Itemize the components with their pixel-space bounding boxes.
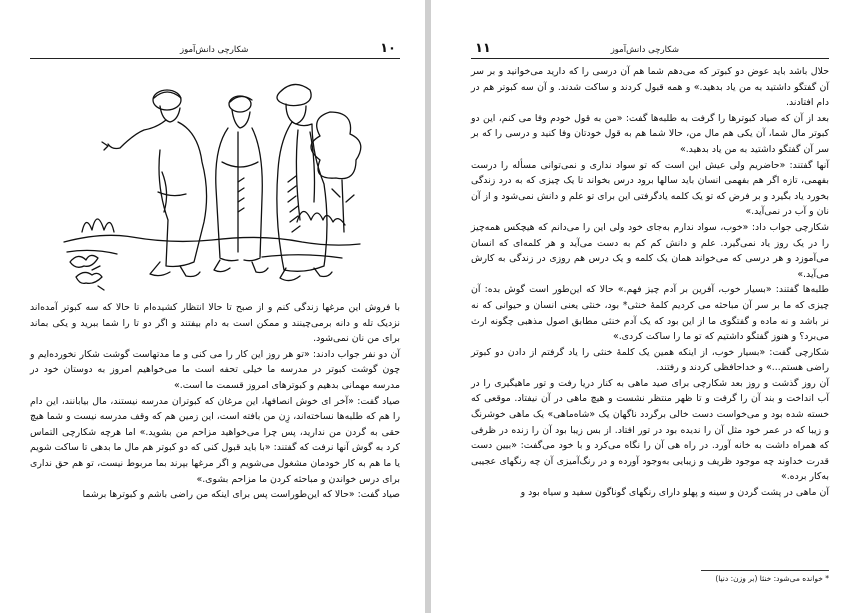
right-page-body (471, 64, 829, 501)
footnote-divider (701, 570, 829, 571)
left-page-body (30, 300, 400, 503)
three-men-illustration (62, 72, 362, 297)
paragraph: با فروش این مرغها زندگی کنم و از صبح تا حالا انتظار کشیده‌ام تا حالا که سه کبوتر آمده‌اند نزدیک تله و دانه برمی‌چینند و ممکن است به دام بیفتند و اگر دو تا را شما ببرید و یکی بماند برای من نان نمی‌شود. (30, 302, 400, 345)
right-page (431, 0, 856, 613)
left-page-running-title: شکارچی دانش‌آموز (180, 45, 249, 55)
paragraph: صیاد گفت: «آخر ای خوش انصافها، این مرغان که کبوتران مدرسه نیستند، مال بیابانند، این دام را هم که طلبه‌ها نساخته‌اند، زِن من بافته است، این زمین هم که وقف مدرسه نیست و شما هیچ حقی به گردن من ندارید، پس چرا می‌خواهید مزاحم من بشوید.» اما هرچه شکارچی التماس کرد به گوش آنها نرفت که گفتند: «با باید قبول کنی که دو کبوتر هم مال ما بدهی تا ساکت شویم یا ما هم به کار خودمان مشغول می‌شویم و اگر مرغها بپرند بما مربوط نیست، تو هم حق نداری برای درس خواندن و مباحثه کردن ما مزاحم بشوی.» (30, 395, 400, 485)
paragraph: صیاد گفت: «حالا که این‌طوراست پس برای اینکه من راضی باشم و کبوترها برشما (82, 489, 400, 501)
paragraph: آن دو نفر جواب دادند: «تو هر روز این کار را می کنی و ما مدتهاست گوشت شکار نخورده‌ایم و چون گوشت کبوتر در مدرسه ما خیلی تحفه است ما می‌خواهیم امروز به دوستان خود در مدرسه مهمانی بدهیم و کبوترهای امروز قسمت ما است.» (30, 348, 400, 391)
paragraph: آنها گفتند: «حاضریم ولی عیش این است که تو سواد نداری و نمی‌توانی مسأله را درست بفهمی، تازه اگر هم بفهمی انسان باید سالها برود درس بخواند تا یک چیزی که به درد زندگی بخورد یاد بگیرد و بر فرض که تو یک کلمه یادگرفتی این برای تو علم و دانش نمی‌شود و از آن نان و آب در نمی‌آید.» (471, 159, 829, 218)
footnote: * خوانده می‌شود: خنثا (بر وزن: دنیا) (715, 574, 829, 583)
paragraph: طلبه‌ها گفتند: «بسیار خوب، آفرین بر آدم چیز فهم.» حالا که این‌طور است گوش بده: آن چیزی که ما بر سر آن مباحثه می کردیم کلمهٔ خنثی* بود، خنثی یعنی انسان و حیوانی که نه نر باشد و نه ماده و گفتگوی ما از این بود که یک آدم خنثی مطابق اصول مذهبی چگونه ارث می‌برد؟ و هنوز گفتگو داشتیم که تو ما را ساکت کردی.» (471, 284, 829, 343)
paragraph: حلال باشد باید عوض دو کبوتر که می‌دهم شما هم آن درسی را که دارید می‌خوانید و بر سر آن گفتگو داشتید به من یاد بدهید.» و همه قبول کردند و ساکت شدند. و آن سه کبوتر هم در دام افتادند. (471, 66, 829, 109)
right-page-header (471, 40, 829, 59)
left-page (0, 0, 425, 613)
left-page-number: ۱۰ (380, 41, 396, 56)
paragraph: بعد از آن که صیاد کبوترها را گرفت به طلبه‌ها گفت: «من به قول خودم وفا می کنم، این دو کبوتر مال شما، آن یکی هم مال من، حالا شما هم به قول خودتان وفا کنید و درسی را که بر سر آن گفتگو داشتید به من یاد بدهید.» (471, 112, 829, 155)
paragraph: آن ماهی در پشت گردن و سینه و پهلو دارای رنگهای گوناگون سفید و سیاه بود و (520, 487, 829, 499)
right-page-number: ۱۱ (475, 41, 491, 56)
paragraph: شکارچی گفت: «بسیار خوب، از اینکه همین یک کلمهٔ خنثی را یاد گرفتم از دادن دو کبوتر راضی هستم...» و خداحافظی کردند و رفتند. (471, 346, 829, 374)
right-page-running-title: شکارچی دانش‌آموز (610, 45, 679, 55)
paragraph: آن روز گذشت و روز بعد شکارچی برای صید ماهی به کنار دریا رفت و تور ماهیگیری را در آب انداخت و بند آن را گرفت و تا ظهر منتظر نشست و هیچ ماهی در آن نیفتاد. موقعی که خسته شده بود و می‌خواست دست خالی برگردد ناگهان یک «شاه‌ماهی» یک ماهی خوشرنگ و زیبا که در عمر خود مثل آن را ندیده بود در تور افتاد. از بس زیبا بود آن را زنده در ظرفی که همراه داشت به خانه آورد. در راه هی آن را نگاه می‌کرد و با خود می‌گفت: «بیین دست قدرت خداوند چه موجود ظریف و زیبایی به‌وجود آورده و در رنگ‌آمیزی آن چه رنگهای عجیبی به‌کار برده.» (471, 377, 829, 483)
paragraph: شکارچی جواب داد: «خوب، سواد ندارم به‌جای خود ولی این را می‌دانم که هیچکس همه‌چیز را در یک روز یاد نمی‌گیرد. علم و دانش کم کم به دست می‌آید و هر کلمه‌ای که انسان می‌آموزد و هر درسی که می‌خواند همان یک کلمه و یک درس هم روزی در زندگی به کارش می‌آید.» (471, 221, 829, 280)
left-page-header (30, 40, 400, 59)
